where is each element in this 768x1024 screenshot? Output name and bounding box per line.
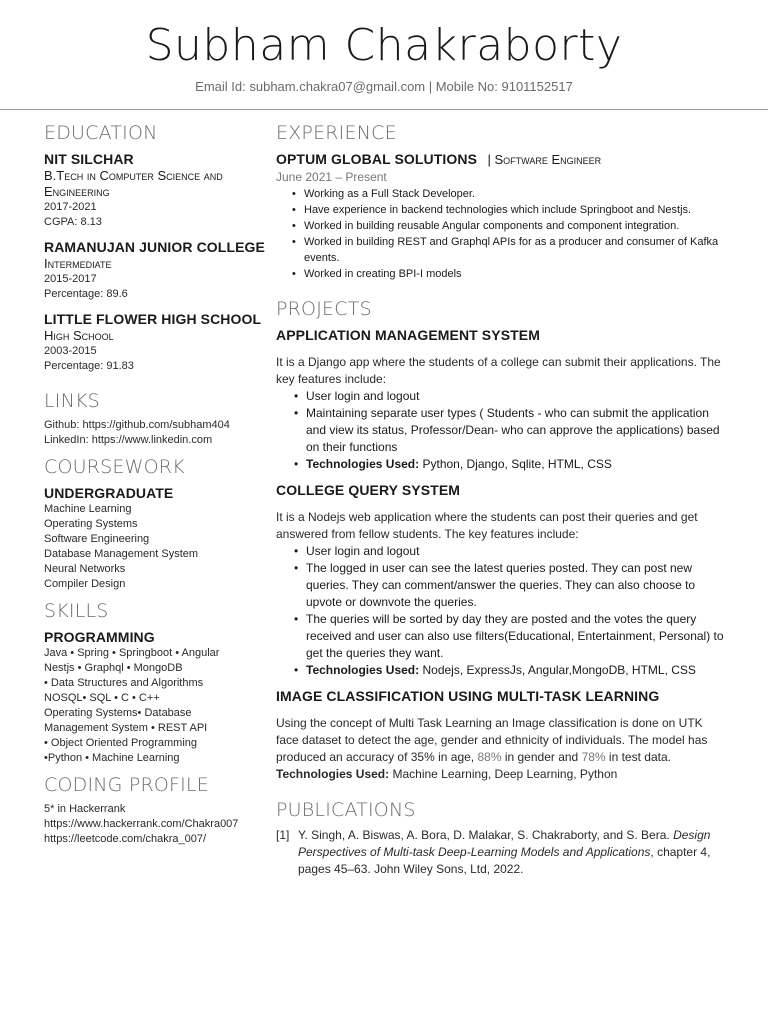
score: Percentage: 91.83 [44,360,134,372]
school-name: LITTLE FLOWER HIGH SCHOOL [44,311,262,327]
list-item: • Worked in building REST and Graphql APIs for as a producer and consumer of Kafka events. [290,234,728,266]
candidate-name: Subham Chakraborty [145,20,623,71]
list-item: • User login and logout [292,543,728,560]
project-desc: It is a Django app where the students of a college can submit their applications. The key features include: [276,355,721,386]
list-item: • Maintaining separate user types ( Students - who can submit the application and view its status, Professor/Dean- who can approve the applications) based on their functions [292,405,728,456]
project-name: APPLICATION MANAGEMENT SYSTEM [276,327,540,343]
publication-entry [276,827,728,878]
list-item: • Have experience in backend technologies which include Springboot and Nestjs. [290,202,728,218]
leetcode-link[interactable]: https://leetcode.com/chakra_007/ [44,833,207,845]
desc-part: Using the concept of Multi Task Learning an Image classification is done on UTK face dataset to detect the age, gender and ethnicity of individuals. The model has produced an accuracy of 35% in age, [276,716,708,764]
coursework-title: COURSEWORK [44,456,185,478]
project-desc [276,715,728,766]
course-item: Software Engineering [44,533,150,545]
hackerrank-rating: 5* in Hackerrank [44,803,126,815]
list-item [292,662,728,679]
years: 2003-2015 [44,345,97,357]
publication-authors: Y. Singh, A. Biswas, A. Bora, D. Malakar, S. Chakraborty, and S. Bera. [298,828,674,842]
right-column [276,120,728,878]
publication-number: [1] [276,828,290,842]
project-name: IMAGE CLASSIFICATION USING MULTI-TASK LEARNING [276,688,660,704]
skills-title: SKILLS [44,600,109,622]
project-feature-list [292,543,728,679]
project-feature-list [292,388,728,473]
experience-list [290,186,728,282]
skill-line: • Object Oriented Programming [44,737,198,749]
list-item [292,456,728,473]
tech-list: Python, Django, Sqlite, HTML, CSS [419,457,612,471]
skill-line: Operating Systems• Database [44,707,192,719]
score: CGPA: 8.13 [44,216,102,228]
left-column [44,120,268,847]
degree: B.Tech in Computer Science and Engineering [44,168,223,199]
tech-list: Machine Learning, Deep Learning, Python [389,767,618,781]
github-link[interactable]: Github: https://github.com/subham404 [44,419,230,431]
course-item: Machine Learning [44,503,132,515]
skills-subtitle: PROGRAMMING [44,629,155,645]
course-item: Operating Systems [44,518,138,530]
links-section [44,388,268,448]
linkedin-link[interactable]: LinkedIn: https://www.linkedin.com [44,434,213,446]
desc-part: 78% [581,750,606,764]
contact-line: Email Id: subham.chakra07@gmail.com | Mobile No: 9101152517 [195,79,573,94]
job-dates: June 2021 – Present [276,170,387,184]
coursework-subtitle: UNDERGRADUATE [44,485,174,501]
education-title: EDUCATION [44,122,158,144]
project-desc: It is a Nodejs web application where the students can post their queries and get answered from fellow students. The key features include: [276,510,698,541]
company-name: OPTUM GLOBAL SOLUTIONS [276,151,478,167]
school-name: NIT SILCHAR [44,151,134,167]
experience-section [276,120,728,282]
desc-part: in test data. [605,750,671,764]
skill-line: Java • Spring • Springboot • Angular [44,647,220,659]
list-item: • The logged in user can see the latest queries posted. They can post new queries. They can comment/answer the queries. They can also choose to upvote or downvote the queries. [292,560,728,611]
skill-line: Management System • REST API [44,722,208,734]
course-item: Compiler Design [44,578,126,590]
resume-header [0,0,768,94]
publications-title: PUBLICATIONS [276,799,416,821]
tech-label: Technologies Used: [276,767,390,781]
list-item: • Working as a Full Stack Developer. [290,186,728,202]
list-item: • Worked in building reusable Angular components and component integration. [290,218,728,234]
score: Percentage: 89.6 [44,288,128,300]
school-name: RAMANUJAN JUNIOR COLLEGE [44,239,265,255]
education-section [44,120,268,374]
list-item: • User login and logout [292,388,728,405]
skills-section [44,598,268,766]
publication-work: Design Perspectives of Multi-task Deep-Learning Models and Applications [298,828,711,859]
tech-line [276,766,728,783]
tech-label: Technologies Used: [306,663,420,677]
list-item: • Worked in creating BPI-I models [290,266,728,282]
years: 2017-2021 [44,201,97,213]
degree: High School [44,328,114,343]
coding-profile-title: CODING PROFILE [44,774,209,796]
projects-title: PROJECTS [276,298,372,320]
project-name: COLLEGE QUERY SYSTEM [276,482,461,498]
course-item: Neural Networks [44,563,126,575]
skill-line: • Data Structures and Algorithms [44,677,204,689]
course-item: Database Management System [44,548,199,560]
projects-section [276,296,728,783]
coding-profile-section [44,772,268,847]
list-item: • The queries will be sorted by day they are posted and the votes the query received and user can also use filters(Educational, Entertainment, Personal) to get the queries they want. [292,611,728,662]
publications-section [276,797,728,878]
skill-line: NOSQL• SQL • C • C++ [44,692,160,704]
skill-line: Nestjs • Graphql • MongoDB [44,662,183,674]
hackerrank-link[interactable]: https://www.hackerrank.com/Chakra007 [44,818,239,830]
degree: Intermediate [44,256,112,271]
desc-part: 88% [477,750,502,764]
desc-part: in gender and [501,750,582,764]
tech-list: Nodejs, ExpressJs, Angular,MongoDB, HTML, CSS [419,663,696,677]
tech-label: Technologies Used: [306,457,420,471]
coursework-section [44,454,268,592]
links-title: LINKS [44,390,100,412]
experience-title: EXPERIENCE [276,122,397,144]
header-divider [0,109,768,110]
skill-line: •Python • Machine Learning [44,752,180,764]
job-role: | Software Engineer [487,152,602,167]
years: 2015-2017 [44,273,97,285]
publication-citation [298,827,728,878]
job-heading [276,150,728,169]
publication-details: , chapter 4, pages 45–63. John Wiley Sons, Ltd, 2022. [298,845,711,876]
